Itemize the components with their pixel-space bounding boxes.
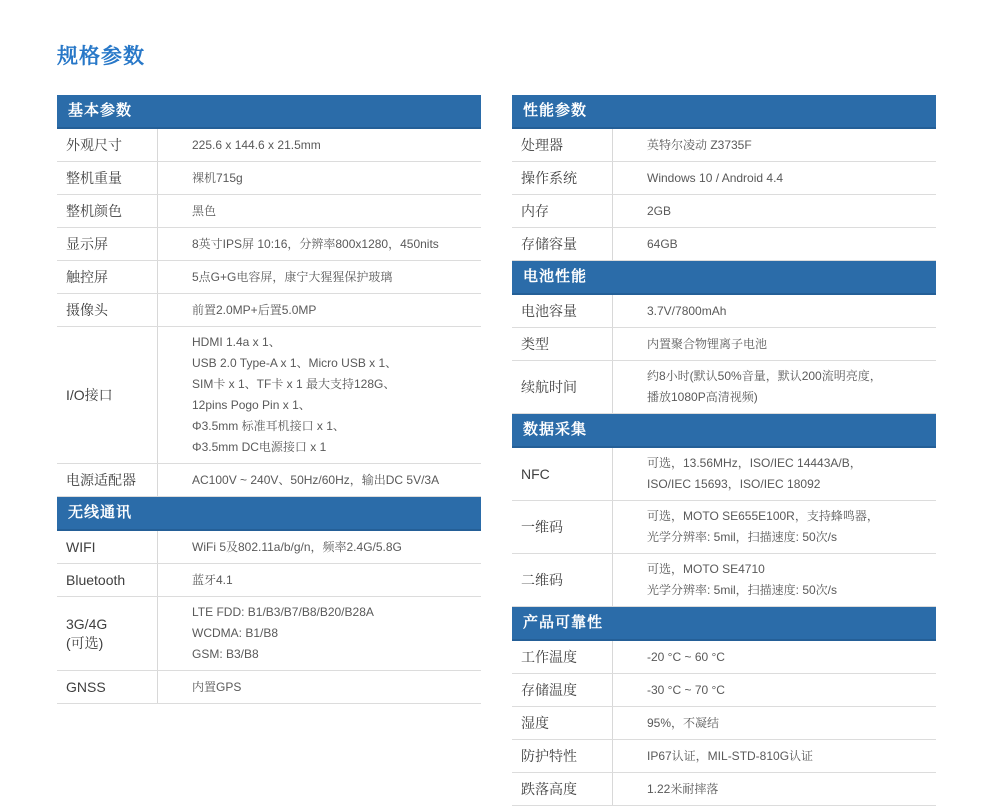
text-line: 内存 [521,202,549,219]
spec-label [512,361,613,413]
text-line: I/O接口 [66,386,113,403]
text-line: Bluetooth [66,571,126,588]
page-title: 规格参数 [57,45,145,68]
spec-column-left [57,95,481,704]
text-line: IP67认证，MIL-STD-810G认证 [647,748,814,763]
text-line: 外观尺寸 [66,136,122,153]
text-line: 类型 [521,335,549,352]
section-performance [512,95,936,261]
text-line: 2GB [647,203,672,218]
text-line: 95%，不凝结 [647,715,720,730]
text-line: -30 °C ~ 70 °C [647,682,725,697]
text-line: 光学分辨率: 5mil，扫描速度: 50次/s [647,583,838,597]
spec-row [512,361,936,414]
spec-label [512,448,613,500]
spec-row [57,531,481,564]
spec-label [57,464,158,496]
spec-label [57,531,158,563]
spec-label [512,195,613,227]
section-battery [512,261,936,414]
spec-row [57,597,481,671]
spec-row [57,228,481,261]
text-line: GNSS [66,678,106,695]
text-line: 64GB [647,236,678,251]
spec-label [57,671,158,703]
spec-value [613,554,936,606]
spec-row [57,294,481,327]
spec-label [57,564,158,596]
spec-label [57,597,158,670]
text-line: 工作温度 [521,648,577,665]
spec-value [613,129,936,161]
section-header-performance: 性能参数 [512,95,936,129]
section-header-basic-params: 基本参数 [57,95,481,129]
text-line: 前置2.0MP+后置5.0MP [192,302,317,317]
spec-row [512,228,936,261]
spec-tables [57,95,987,806]
section-reliability [512,607,936,806]
spec-value [613,448,936,500]
text-line: AC100V ~ 240V、50Hz/60Hz，输出DC 5V/3A [192,472,440,487]
text-line: 英特尔凌动 Z3735F [647,137,752,152]
spec-row [57,464,481,497]
text-line: 触控屏 [66,268,108,285]
spec-value [613,361,936,413]
text-line: 处理器 [521,136,563,153]
spec-row [512,129,936,162]
spec-label [57,261,158,293]
spec-row [57,162,481,195]
text-line: 8英寸IPS屏 10:16，分辨率800x1280，450nits [192,236,439,251]
text-line: WiFi 5及802.11a/b/g/n，频率2.4G/5.8G [192,539,402,554]
spec-label [512,773,613,805]
text-line: HDMI 1.4a x 1、 [192,335,281,349]
spec-value [158,327,481,463]
text-line: -20 °C ~ 60 °C [647,649,725,664]
section-header-data-capture: 数据采集 [512,414,936,448]
spec-value [613,641,936,673]
spec-row [512,674,936,707]
text-line: 可选，MOTO SE655E100R，支持蜂鸣器， [647,509,879,523]
text-line: 电源适配器 [66,471,136,488]
text-line: 光学分辨率: 5mil，扫描速度: 50次/s [647,530,838,544]
spec-value [158,564,481,596]
text-line: Φ3.5mm 标准耳机接口 x 1、 [192,419,345,433]
spec-value [613,773,936,805]
spec-label [512,641,613,673]
spec-row [512,328,936,361]
spec-value [613,328,936,360]
spec-value [158,464,481,496]
text-line: 12pins Pogo Pin x 1、 [192,398,311,412]
text-line: 蓝牙4.1 [192,572,233,587]
text-line: 内置聚合物锂离子电池 [647,336,768,351]
spec-value [158,195,481,227]
text-line: 跌落高度 [521,780,577,797]
text-line: 裸机715g [192,170,243,185]
text-line: 摄像头 [66,301,108,318]
section-data-capture [512,414,936,607]
spec-label [57,294,158,326]
spec-value [613,740,936,772]
section-header-reliability: 产品可靠性 [512,607,936,641]
spec-row [512,554,936,607]
text-line: 3.7V/7800mAh [647,303,727,318]
text-line: 黑色 [192,203,217,218]
spec-label [57,228,158,260]
spec-label [512,162,613,194]
spec-value [613,162,936,194]
text-line: USB 2.0 Type-A x 1、Micro USB x 1、 [192,356,398,370]
section-wireless [57,497,481,704]
text-line: 电池容量 [521,302,577,319]
spec-row [57,671,481,704]
text-line: 防护特性 [521,747,577,764]
text-line: 播放1080P高清视频) [647,390,758,404]
spec-row [512,501,936,554]
text-line: 整机颜色 [66,202,122,219]
spec-row [512,707,936,740]
spec-row [512,448,936,501]
spec-label [512,740,613,772]
text-line: GSM: B3/B8 [192,647,259,661]
text-line: 湿度 [521,714,549,731]
text-line: 可选，MOTO SE4710 [647,562,765,576]
spec-label [57,195,158,227]
spec-label [512,328,613,360]
spec-label [57,327,158,463]
text-line: 操作系统 [521,169,577,186]
text-line: 显示屏 [66,235,108,252]
spec-row [512,641,936,674]
spec-row [512,773,936,806]
spec-value [158,597,481,670]
text-line: 约8小时(默认50%音量，默认200流明亮度， [647,369,882,383]
text-line: ISO/IEC 15693，ISO/IEC 18092 [647,477,821,491]
spec-value [613,195,936,227]
spec-row [57,195,481,228]
text-line: NFC [521,465,550,482]
spec-label [512,501,613,553]
text-line: 整机重量 [66,169,122,186]
text-line: Φ3.5mm DC电源接口 x 1 [192,440,327,454]
text-line: WIFI [66,538,96,555]
section-basic-params [57,95,481,497]
text-line: 5点G+G电容屏，康宁大猩猩保护玻璃 [192,269,393,284]
text-line: 3G/4G [66,615,108,632]
spec-row [512,162,936,195]
spec-value [158,228,481,260]
spec-row [512,195,936,228]
spec-row [57,564,481,597]
spec-row [57,261,481,294]
spec-label [512,674,613,706]
spec-value [158,671,481,703]
spec-label [512,707,613,739]
spec-label [512,228,613,260]
spec-value [158,294,481,326]
spec-row [57,327,481,464]
spec-value [158,531,481,563]
text-line: Windows 10 / Android 4.4 [647,170,784,185]
spec-value [613,228,936,260]
text-line: 二维码 [521,571,563,588]
text-line: 1.22米耐摔落 [647,781,719,796]
text-line: 存储容量 [521,235,577,252]
text-line: 存储温度 [521,681,577,698]
spec-label [57,162,158,194]
spec-value [158,261,481,293]
spec-value [158,162,481,194]
section-header-wireless: 无线通讯 [57,497,481,531]
section-header-battery: 电池性能 [512,261,936,295]
text-line: 一维码 [521,518,563,535]
text-line: WCDMA: B1/B8 [192,626,279,640]
spec-value [613,295,936,327]
spec-column-right [512,95,936,806]
spec-row [512,295,936,328]
spec-value [613,501,936,553]
text-line: (可选) [66,634,104,651]
text-line: 续航时间 [521,378,577,395]
spec-row [57,129,481,162]
spec-label [512,295,613,327]
spec-value [613,707,936,739]
text-line: 可选，13.56MHz，ISO/IEC 14443A/B， [647,456,862,470]
text-line: 内置GPS [192,679,242,694]
spec-label [512,554,613,606]
spec-label [57,129,158,161]
text-line: LTE FDD: B1/B3/B7/B8/B20/B28A [192,605,374,619]
spec-label [512,129,613,161]
text-line: SIM卡 x 1、TF卡 x 1 最大支持128G、 [192,377,396,391]
text-line: 225.6 x 144.6 x 21.5mm [192,137,321,152]
spec-row [512,740,936,773]
spec-value [158,129,481,161]
spec-value [613,674,936,706]
